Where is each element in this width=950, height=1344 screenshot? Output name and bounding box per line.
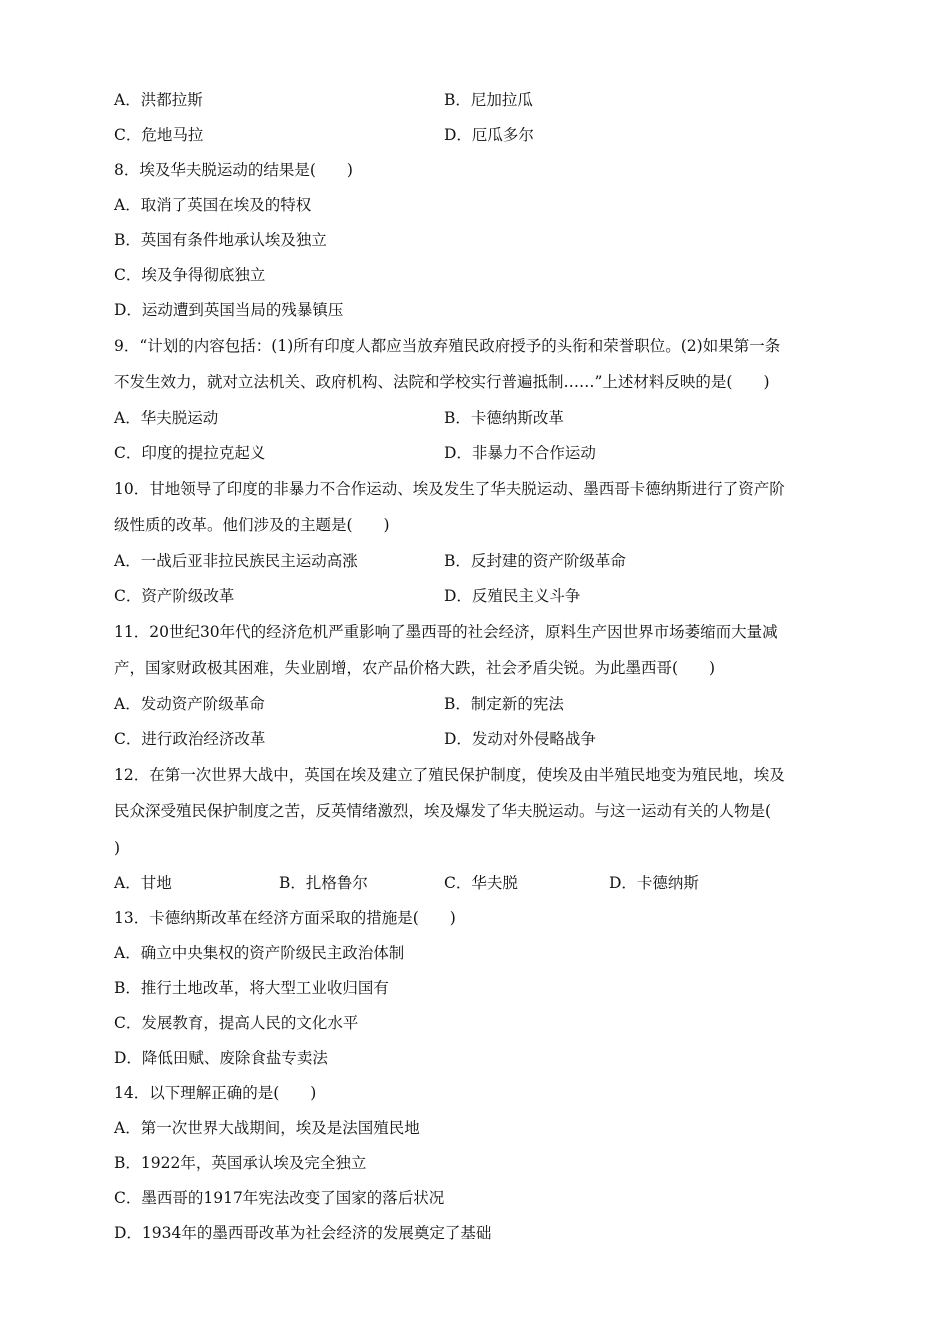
- q8-option-b: B．英国有条件地承认埃及独立: [114, 231, 327, 249]
- q11-stem-line-1: 11．20世纪30年代的经济危机严重影响了墨西哥的社会经济，原料生产因世界市场萎缩而大量减: [114, 623, 778, 641]
- q12-option-d: D．卡德纳斯: [609, 874, 699, 892]
- q10-option-b: B．反封建的资产阶级革命: [444, 552, 626, 570]
- q7-option-a: A．洪都拉斯: [114, 91, 203, 109]
- q14-option-c: C．墨西哥的1917年宪法改变了国家的落后状况: [114, 1189, 445, 1207]
- q11-stem-line-2: 产，国家财政极其困难，失业剧增，农产品价格大跌，社会矛盾尖锐。为此墨西哥( ): [114, 659, 716, 677]
- q11-option-a: A．发动资产阶级革命: [114, 695, 265, 713]
- q13-option-a: A．确立中央集权的资产阶级民主政治体制: [114, 944, 405, 962]
- q12-option-b: B．扎格鲁尔: [279, 874, 368, 892]
- q12-stem-line-1: 12．在第一次世界大战中，英国在埃及建立了殖民保护制度，使埃及由半殖民地变为殖民地，埃及: [114, 766, 785, 784]
- q10-stem-line-1: 10．甘地领导了印度的非暴力不合作运动、埃及发生了华夫脱运动、墨西哥卡德纳斯进行了资产阶: [114, 480, 785, 498]
- q14-option-a: A．第一次世界大战期间，埃及是法国殖民地: [114, 1119, 420, 1137]
- q10-option-a: A．一战后亚非拉民族民主运动高涨: [114, 552, 358, 570]
- q9-option-b: B．卡德纳斯改革: [444, 409, 564, 427]
- q9-option-c: C．印度的提拉克起义: [114, 444, 266, 462]
- q13-option-c: C．发展教育，提高人民的文化水平: [114, 1014, 359, 1032]
- q9-option-a: A．华夫脱运动: [114, 409, 219, 427]
- q9-stem-line-1: 9．“计划的内容包括：(1)所有印度人都应当放弃殖民政府授予的头衔和荣誉职位。(2)如果第一条: [114, 337, 781, 355]
- q8-option-d: D．运动遭到英国当局的残暴镇压: [114, 301, 344, 319]
- q11-option-c: C．进行政治经济改革: [114, 730, 266, 748]
- q11-option-b: B．制定新的宪法: [444, 695, 564, 713]
- q13-option-d: D．降低田赋、废除食盐专卖法: [114, 1049, 328, 1067]
- q10-stem-line-2: 级性质的改革。他们涉及的主题是( ): [114, 516, 390, 534]
- q11-option-d: D．发动对外侵略战争: [444, 730, 596, 748]
- q8-option-a: A．取消了英国在埃及的特权: [114, 196, 312, 214]
- q9-option-d: D．非暴力不合作运动: [444, 444, 596, 462]
- q9-stem-line-2: 不发生效力，就对立法机关、政府机构、法院和学校实行普遍抵制……”上述材料反映的是( ): [114, 373, 770, 391]
- q13-option-b: B．推行土地改革，将大型工业收归国有: [114, 979, 389, 997]
- q12-stem-line-2: 民众深受殖民保护制度之苦，反英情绪激烈，埃及爆发了华夫脱运动。与这一运动有关的人物是(: [114, 802, 772, 820]
- q8-stem: 8．埃及华夫脱运动的结果是( ): [114, 161, 353, 179]
- q12-stem-line-3: ): [114, 839, 121, 857]
- q14-stem: 14．以下理解正确的是( ): [114, 1084, 317, 1102]
- q8-option-c: C．埃及争得彻底独立: [114, 266, 266, 284]
- q13-stem: 13．卡德纳斯改革在经济方面采取的措施是( ): [114, 909, 456, 927]
- q12-option-c: C．华夫脱: [444, 874, 518, 892]
- q14-option-d: D．1934年的墨西哥改革为社会经济的发展奠定了基础: [114, 1224, 492, 1242]
- q14-option-b: B．1922年，英国承认埃及完全独立: [114, 1154, 367, 1172]
- q7-option-b: B．尼加拉瓜: [444, 91, 533, 109]
- q10-option-d: D．反殖民主义斗争: [444, 587, 581, 605]
- q10-option-c: C．资产阶级改革: [114, 587, 235, 605]
- q12-option-a: A．甘地: [114, 874, 172, 892]
- q7-option-d: D．厄瓜多尔: [444, 126, 534, 144]
- q7-option-c: C．危地马拉: [114, 126, 204, 144]
